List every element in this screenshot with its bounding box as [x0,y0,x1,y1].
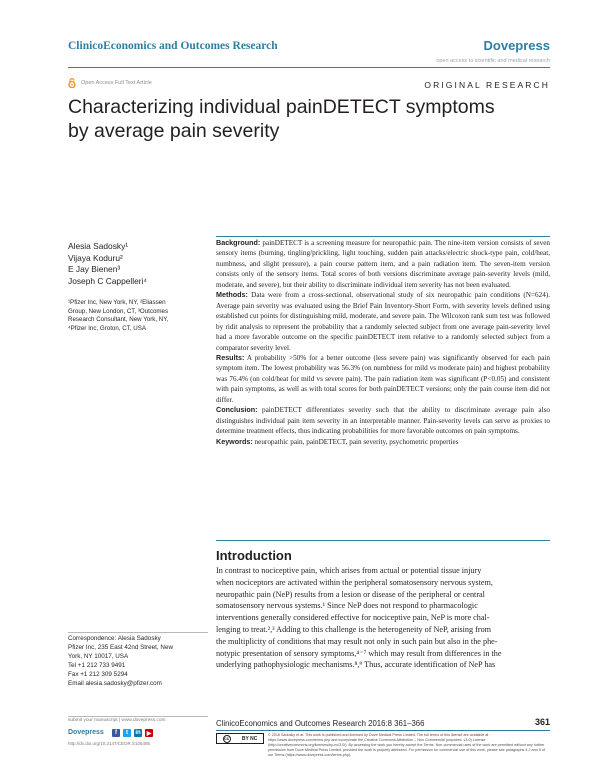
introduction-heading: Introduction [216,548,292,563]
intro-line: underlying pathophysiologic mechanisms.⁸,⁹ Thus, accurate identification of NeP has [216,660,496,670]
intro-line: lenging to treat.²,³ Adding to this challenge is the heterogeneity of NeP, arising from [216,624,492,634]
author: Joseph C Cappelleri⁴ [68,275,148,286]
intro-line: In contrast to nociceptive pain, which arises from actual or potential tissue injury [216,566,482,575]
article-title [68,95,548,143]
intro-line: neuropathic pain (NeP) results from a lesion or disease of the peripheral or central [216,589,485,599]
abstract-methods [216,290,550,353]
cc-license-label: BY NC [241,735,258,742]
background-text: painDETECT is a screening measure for neuropathic pain. The nine-item version consists of seven sensory items (burning, tingling/prickling, light touching, sudden pain attacks/electric shock-type pain, cold/heat, numbness, and slight pressure), a pain course pattern item, and a pain radiation item. The seven-item version consists only of the sensory items. Total scores of both versions discriminate average pain-severity levels (mild, moderate, and severe), but their ability to discriminate individual item severity has not been evaluated. [216,239,550,289]
page-number: 361 [534,717,550,727]
conclusion-text: painDETECT differentiates severity such that the ability to discriminate average pain also distinguishes individual pain item severity in an interpretable manner. Pain-severity levels can serve as proxies to determine treatment effects, thus indicating probabilities for more favorable outcomes on pain symptoms. [216,406,550,436]
intro-line: when nociceptors are activated within the peripheral somatosensory nervous system, [216,577,493,587]
affiliation-line: Research Consultant, New York, NY, [68,316,169,324]
twitter-icon[interactable]: t [123,729,131,737]
title-line: by average pain severity [68,120,280,142]
publisher-logo[interactable] [436,38,550,64]
correspondence-line: Correspondence: Alesia Sadosky [68,635,161,642]
intro-line: interventions generally considered effective for nociceptive pain, NeP is more chal- [216,613,490,623]
affiliation-line: ⁴Pfizer Inc, Groton, CT, USA [68,325,146,333]
open-access-label: Open Access Full Text Article [81,80,152,86]
intro-line: somatosensory nervous systems.¹ Since NeP does not respond to pharmacologic [216,601,478,611]
linkedin-icon[interactable]: in [135,730,141,736]
correspondence [68,632,208,688]
background-label: Background: [216,238,261,247]
abstract-bottom-rule [216,540,550,541]
creative-commons-badge[interactable] [216,733,264,744]
youtube-icon[interactable]: ▶ [146,730,152,737]
publisher-brand: Dovepress [483,38,550,53]
journal-title[interactable]: ClinicoEconomics and Outcomes Research [68,40,278,52]
facebook-icon[interactable]: f [112,729,120,737]
abstract-keywords [216,437,550,447]
methods-text: Data were from a cross-sectional, observational study of six neuropathic pain conditions (N=624). Average pain severity was evaluated using the Brief Pain Inventory-Short Form, with severity levels defined using established cut points for distinguishing mild, moderate, and severe pain. The Wilcoxon rank sum test was followed by ridit analysis to represent the probability that a randomly selected subject from one average pain-severity level had a more favorable outcome on the specific painDETECT item relative to a randomly selected subject from a comparator severity level. [216,291,551,352]
abstract-conclusion [216,405,550,436]
footer-rule [68,716,208,717]
footer-brand[interactable]: Dovepress [68,729,104,736]
author: E Jay Bienen³ [68,264,121,274]
correspondence-line: Tel +1 212 733 9491 [68,661,126,669]
conclusion-label: Conclusion: [216,405,258,415]
abstract-top-rule [216,236,550,237]
author: Alesia Sadosky¹ [68,241,129,251]
correspondence-email[interactable]: Email alesia.sadosky@pfizer.com [68,679,162,687]
results-text: A probability >50% for a better outcome (less severe pain) was significantly observed for each pain symptom item. The lowest probability was 56.3% (on numbness for mild vs moderate pain) and highest probability was 76.4% (on cold/heat for mild vs severe pain). The pain radiation item was significant (P<0.05) and consistent with pain symptoms, as well as with total scores for both painDETECT versions; only the pain course item did not differ. [216,353,550,404]
abstract-background [216,238,550,290]
methods-label: Methods: [216,290,248,300]
keywords-text: neuropathic pain, painDETECT, pain severity, psychometric properties [254,437,459,446]
citation: ClinicoEconomics and Outcomes Research 2016:8 361–366 [216,719,425,728]
license-text: © 2016 Sadosky et al. This work is published and licensed by Dove Medical Press Limited. The full terms of this license are available at https://www.dovepress.com/terms.php and incorporate the Creative Commons Attribution – Non Commercial (unported, v3.0) License (http://creativecommons.org/licenses/by-nc/3.0/). By accessing the work you hereby accept the Terms. Non-commercial uses of the work are permitted without any further permission from Dove Medical Press Limited, provided the work is properly attributed. For permission for commercial use of this work, please see paragraphs 4.2 and 5 of our Terms (https://www.dovepress.com/terms.php). [268,733,545,758]
open-access-badge [68,78,152,88]
open-access-lock-icon [68,78,76,88]
correspondence-line: York, NY 10017, USA [68,652,129,660]
doi-link[interactable]: http://dx.doi.org/10.2147/CEOR.S105485 [68,741,151,746]
abstract [216,238,550,447]
section-label: ORIGINAL RESEARCH [424,80,550,90]
results-label: Results: [216,352,245,362]
keywords-label: Keywords: [216,436,253,446]
author-list [68,241,147,287]
introduction-text [216,565,550,671]
intro-line: the multiplicity of conditions that may result not only in such pain but also in the phe- [216,636,498,646]
affiliations [68,299,208,334]
title-line: Characterizing individual painDETECT symptoms [68,96,495,118]
abstract-results [216,353,550,405]
author: Vijaya Koduru² [68,252,123,263]
creative-commons-icon: cc [224,736,230,741]
correspondence-line: Pfizer Inc, 235 East 42nd Street, New [68,643,174,651]
submit-manuscript-link[interactable]: submit your manuscript | www.dovepress.com [68,718,166,723]
header-rule [68,67,550,68]
intro-line: notypic presentation of sensory symptoms,⁴⁻⁷ which may result from differences in the [216,648,502,658]
affiliation-line: ¹Pfizer Inc, New York, NY, ²Eliassen [68,299,166,306]
social-links [112,729,153,737]
correspondence-line: Fax +1 212 309 5294 [68,670,128,678]
affiliation-line: Group, New London, CT, ³Outcomes [68,307,169,315]
citation-rule [216,730,550,731]
publisher-tagline: open access to scientific and medical research [436,58,550,64]
